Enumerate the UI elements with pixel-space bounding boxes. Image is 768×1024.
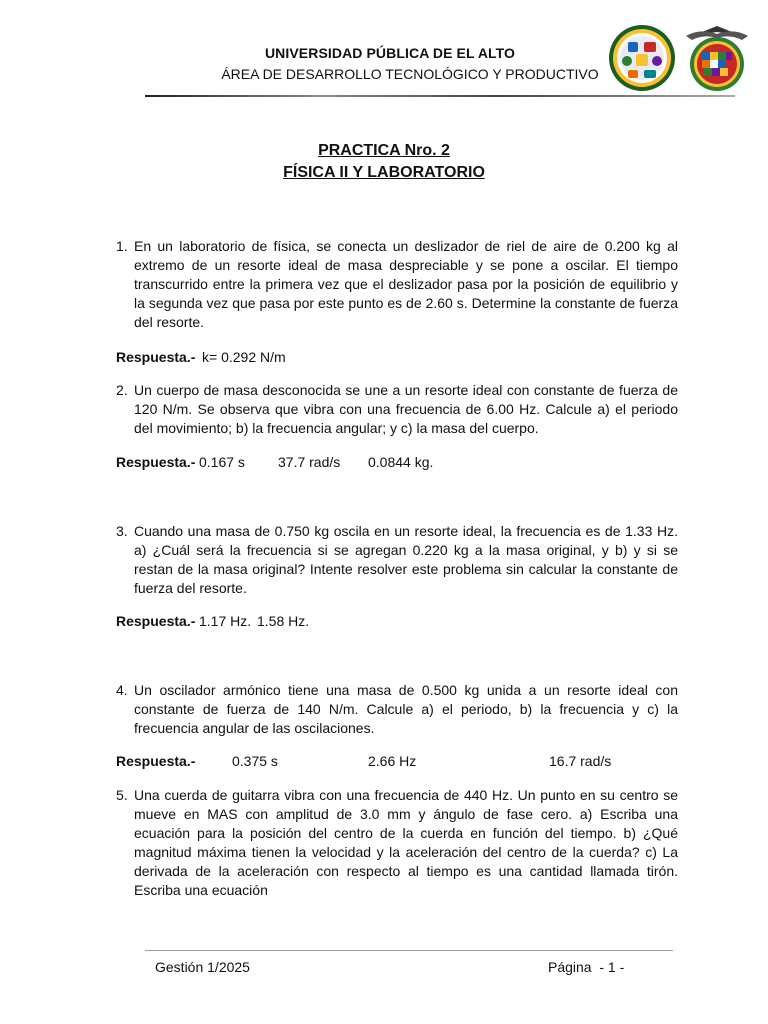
problem-text: Cuando una masa de 0.750 kg oscila en un resorte ideal, la frecuencia es de 1.33 Hz. a) ¿Cuál será la frecuencia si se agregan 0.220 kg a la masa original, y b) y si se restan de la masa original? Intente resolver este problema sin calcular la constante de fuerza del resorte. [134,523,678,596]
answer-4 [116,752,195,771]
answer-3 [116,612,195,631]
problem-4 [116,681,678,738]
answer-value: k= 0.292 N/m [202,349,286,365]
problem-number: 1. [116,238,128,254]
answer-value: 1.58 Hz. [257,613,310,629]
problem-number: 4. [116,682,128,698]
problem-5 [116,786,678,900]
answer-1 [116,348,195,367]
answer-value: 2.66 Hz [368,753,417,769]
answer-value: 1.17 Hz. [199,613,252,629]
course-title: FÍSICA II Y LABORATORIO [283,164,485,181]
header-rule [145,95,735,97]
answer-label: Respuesta.- [116,613,196,629]
area-name: ÁREA DE DESARROLLO TECNOLÓGICO Y PRODUCTIVO [221,66,599,82]
problem-text: Un cuerpo de masa desconocida se une a un resorte ideal con constante de fuerza de 120 N/m. Se observa que vibra con una frecuencia de 6.00 Hz. Calcule a) el periodo del movimiento; b) la frecuencia angular; y c) la masa del cuerpo. [134,382,678,436]
answer-value: 37.7 rad/s [278,454,341,470]
problem-number: 5. [116,787,128,803]
problem-3 [116,522,678,598]
university-coat-of-arms [682,22,752,96]
footer-page-number: Página - 1 - [548,959,625,975]
answer-label: Respuesta.- [116,753,196,769]
answer-value: 0.167 s [199,454,245,470]
area-seal-logo [608,24,676,92]
problem-2 [116,381,678,438]
problem-1 [116,237,678,332]
footer-rule [145,950,673,951]
problem-text: Un oscilador armónico tiene una masa de 0.500 kg unida a un resorte ideal con constante de fuerza de 140 N/m. Calcule a) el periodo, b) la frecuencia y c) la frecuencia angular de las oscilaciones. [134,682,678,736]
answer-value: 0.0844 kg. [368,454,434,470]
problem-number: 3. [116,523,128,539]
answer-2 [116,453,195,472]
problem-number: 2. [116,382,128,398]
answer-value: 16.7 rad/s [549,753,612,769]
answer-value: 0.375 s [232,753,278,769]
problem-text: En un laboratorio de física, se conecta un deslizador de riel de aire de 0.200 kg al extremo de un resorte ideal de masa despreciable y se pone a oscilar. El tiempo transcurrido entre la primera vez que el deslizador pasa por la posición de equilibrio y la segunda vez que pasa por este punto es de 2.60 s. Determine la constante de fuerza del resorte. [134,238,678,330]
problem-text: Una cuerda de guitarra vibra con una frecuencia de 440 Hz. Un punto en su centro se mueve en MAS con amplitud de 3.0 mm y ángulo de fase cero. a) Escriba una ecuación para la posición del centro de la cuerda en función del tiempo. b) ¿Qué magnitud máxima tienen la velocidad y la aceleración del centro de la cuerda? c) La derivada de la aceleración con respecto al tiempo es una cantidad llamada tirón. Escriba una ecuación [134,787,678,898]
practice-title: PRACTICA Nro. 2 [318,142,450,159]
footer-term: Gestión 1/2025 [155,959,250,975]
answer-label: Respuesta.- [116,454,196,470]
answer-label: Respuesta.- [116,349,196,365]
university-name: UNIVERSIDAD PÚBLICA DE EL ALTO [264,45,516,61]
